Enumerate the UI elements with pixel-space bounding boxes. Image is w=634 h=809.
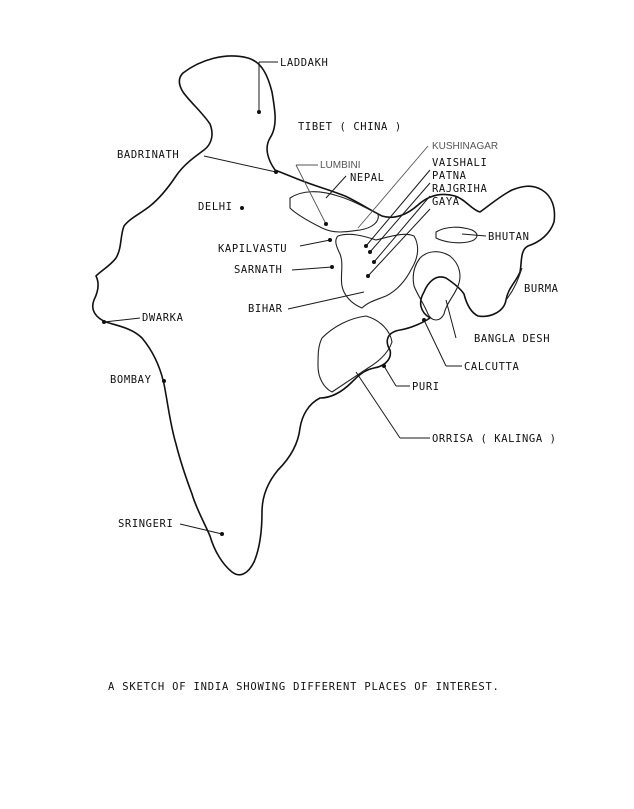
- leader-bangla: [446, 300, 456, 338]
- dot-dwarka: [102, 320, 106, 324]
- orissa-region: [318, 316, 392, 392]
- leader-badrinath: [204, 156, 276, 172]
- leader-kapilvastu: [300, 240, 330, 246]
- label-bihar: BIHAR: [248, 303, 283, 315]
- dot-gaya: [366, 274, 370, 278]
- label-bhutan: BHUTAN: [488, 231, 530, 243]
- dot-puri: [382, 364, 386, 368]
- label-sringeri: SRINGERI: [118, 518, 174, 530]
- leader-dwarka: [104, 318, 140, 322]
- label-sarnath: SARNATH: [234, 264, 283, 276]
- dot-lumbini: [324, 222, 328, 226]
- label-patna: PATNA: [432, 170, 467, 182]
- label-tibet: TIBET ( CHINA ): [298, 121, 402, 133]
- label-lumbini: LUMBINI: [320, 160, 361, 171]
- bihar-region: [336, 234, 418, 308]
- label-vaishali: VAISHALI: [432, 157, 488, 169]
- label-delhi: DELHI: [198, 201, 233, 213]
- label-badrinath: BADRINATH: [117, 149, 180, 161]
- label-gaya: GAYA: [432, 196, 460, 208]
- leader-kushinagar: [358, 146, 428, 228]
- label-orrisa: ORRISA ( KALINGA ): [432, 433, 557, 445]
- label-laddakh: LADDAKH: [280, 57, 329, 69]
- dot-rajgriha: [372, 260, 376, 264]
- dot-bombay: [162, 379, 166, 383]
- leader-puri: [384, 366, 396, 386]
- leader-sringeri: [180, 524, 222, 534]
- bangladesh-region: [413, 252, 460, 320]
- map-caption: A SKETCH OF INDIA SHOWING DIFFERENT PLACES OF INTEREST.: [108, 681, 500, 693]
- leader-rajgriha: [374, 196, 430, 262]
- dot-kapilvastu: [328, 238, 332, 242]
- dot-calcutta: [422, 318, 426, 322]
- dot-patna: [368, 250, 372, 254]
- label-kapilvastu: KAPILVASTU: [218, 243, 288, 255]
- leader-lumbini: [296, 165, 326, 224]
- label-bombay: BOMBAY: [110, 374, 152, 386]
- leader-sarnath: [292, 267, 332, 270]
- dot-badrinath: [274, 170, 278, 174]
- leader-bihar: [288, 292, 364, 309]
- dot-sringeri: [220, 532, 224, 536]
- label-bangla-desh: BANGLA DESH: [474, 333, 551, 345]
- leader-calcutta: [424, 320, 446, 366]
- label-puri: PURI: [412, 381, 440, 393]
- label-dwarka: DWARKA: [142, 312, 184, 324]
- leader-bhutan: [462, 234, 486, 236]
- label-burma: BURMA: [524, 283, 559, 295]
- label-kushinagar: KUSHINAGAR: [432, 141, 499, 152]
- dot-delhi: [240, 206, 244, 210]
- dot-vaishali: [364, 244, 368, 248]
- label-calcutta: CALCUTTA: [464, 361, 520, 373]
- label-nepal: NEPAL: [350, 172, 385, 184]
- dot-laddakh: [257, 110, 261, 114]
- nepal-region: [290, 192, 378, 232]
- dot-sarnath: [330, 265, 334, 269]
- label-rajgriha: RAJGRIHA: [432, 183, 488, 195]
